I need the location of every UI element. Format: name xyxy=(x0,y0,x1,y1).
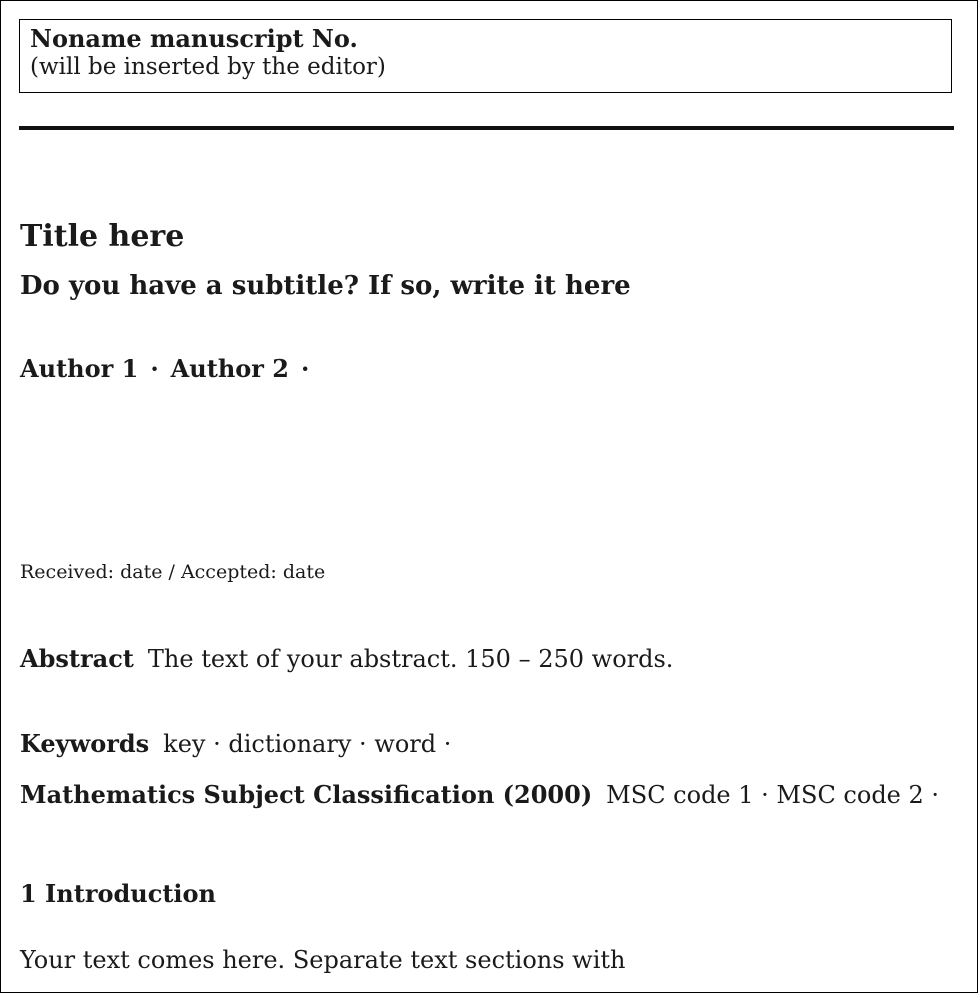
abstract-label: Abstract xyxy=(20,644,134,673)
paper-title: Title here xyxy=(20,219,185,254)
msc-classification xyxy=(20,779,939,811)
keywords xyxy=(20,728,451,760)
manuscript-label: Noname manuscript No. xyxy=(30,24,358,53)
manuscript-number-box xyxy=(19,19,952,93)
section-heading: 1 Introduction xyxy=(20,879,216,908)
msc-text: MSC code 1 · MSC code 2 · xyxy=(606,781,940,809)
author-separator: · xyxy=(300,354,310,383)
author-separator: · xyxy=(150,354,159,383)
received-accepted-dates: Received: date / Accepted: date xyxy=(20,561,326,583)
author-2: Author 2 xyxy=(170,354,289,383)
author-1: Author 1 xyxy=(20,354,139,383)
msc-label: Mathematics Subject Classification (2000) xyxy=(20,780,593,809)
editor-note: (will be inserted by the editor) xyxy=(30,54,386,80)
horizontal-rule xyxy=(19,126,954,130)
keywords-label: Keywords xyxy=(20,729,150,758)
author-list xyxy=(20,353,321,385)
section-body-text: Your text comes here. Separate text sections with xyxy=(20,946,626,974)
keywords-text: key · dictionary · word · xyxy=(163,730,452,758)
paper-subtitle: Do you have a subtitle? If so, write it here xyxy=(20,271,631,301)
abstract-text: The text of your abstract. 150 – 250 words. xyxy=(147,645,674,673)
abstract xyxy=(20,643,673,675)
